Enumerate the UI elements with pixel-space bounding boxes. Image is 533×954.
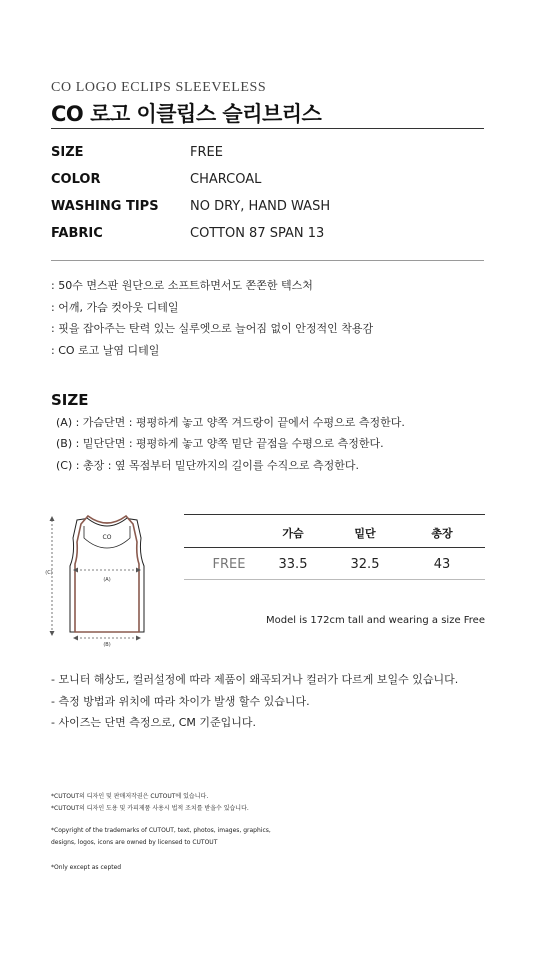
dimension-c-arrow-bottom — [50, 631, 55, 636]
spec-label-size: SIZE — [51, 145, 84, 160]
feature-item: : 어깨, 가슴 컷아웃 디테일 — [51, 301, 179, 314]
fine-print-line: *CUTOUT의 디자인 도용 및 카피제품 사용시 법적 조치를 받을수 있습니다. — [51, 805, 249, 812]
feature-item: : 핏을 잡아주는 탄력 있는 실루엣으로 늘어짐 없이 안정적인 착용감 — [51, 322, 374, 335]
spec-value-fabric: COTTON 87 SPAN 13 — [190, 226, 325, 241]
spec-value-washing: NO DRY, HAND WASH — [190, 199, 331, 214]
table-cell-chest: 33.5 — [278, 557, 308, 572]
dimension-c-arrow-top — [50, 516, 55, 521]
garment-logo: CO — [102, 534, 112, 541]
notice-item: - 모니터 해상도, 컬러설정에 따라 제품이 왜곡되거나 컬러가 다르게 보일수 있습니다. — [51, 673, 459, 686]
dimension-a-label: (A) — [103, 577, 111, 583]
table-header-chest: 가슴 — [282, 527, 304, 540]
size-desc-a: (A) : 가슴단면 : 평평하게 놓고 양쪽 겨드랑이 끝에서 수평으로 측정한다. — [56, 416, 405, 429]
english-title: CO LOGO ECLIPS SLEEVELESS — [51, 80, 267, 95]
fine-print-line: *Only except as cepted — [51, 864, 122, 871]
spec-value-color: CHARCOAL — [190, 172, 262, 187]
table-header-length: 총장 — [431, 527, 453, 540]
title-divider — [51, 128, 484, 129]
dimension-b-arrow-left — [73, 636, 78, 641]
fine-print-line: *CUTOUT의 디자인 및 판매저작권은 CUTOUT에 있습니다. — [51, 793, 209, 800]
notice-item: - 사이즈는 단면 측정으로, CM 기준입니다. — [51, 716, 257, 729]
korean-title: CO 로고 이클립스 슬리브리스 — [51, 102, 322, 126]
size-desc-c: (C) : 총장 : 옆 목점부터 밑단까지의 길이를 수직으로 측정한다. — [56, 459, 360, 472]
table-row-size: FREE — [212, 557, 246, 572]
spec-value-size: FREE — [190, 145, 223, 160]
dimension-b-arrow-right — [136, 636, 141, 641]
table-header-hem: 밑단 — [354, 527, 376, 540]
spec-label-washing: WASHING TIPS — [51, 199, 159, 214]
spec-label-color: COLOR — [51, 172, 101, 187]
spec-divider — [51, 260, 484, 261]
size-desc-b: (B) : 밑단단면 : 평평하게 놓고 양쪽 밑단 끝점을 수평으로 측정한다. — [56, 437, 384, 450]
fine-print-line: designs, logos, icons are owned by licensed to CUTOUT — [51, 839, 218, 846]
table-cell-length: 43 — [433, 557, 451, 572]
size-heading: SIZE — [51, 391, 89, 409]
fine-print-line: *Copyright of the trademarks of CUTOUT, text, photos, images, graphics, — [51, 827, 271, 834]
notice-item: - 측정 방법과 위치에 따라 차이가 발생 할수 있습니다. — [51, 695, 310, 708]
garment-diagram — [40, 508, 170, 648]
model-note: Model is 172cm tall and wearing a size Free — [266, 615, 485, 626]
table-header-rule — [184, 547, 485, 548]
table-top-rule — [184, 514, 485, 515]
spec-label-fabric: FABRIC — [51, 226, 103, 241]
dimension-b-label: (B) — [103, 642, 111, 648]
table-cell-hem: 32.5 — [350, 557, 380, 572]
feature-item: : CO 로고 날염 디테일 — [51, 344, 160, 357]
dimension-c-label: (C) — [45, 570, 53, 576]
table-bottom-rule — [184, 579, 485, 580]
feature-item: : 50수 면스판 원단으로 소프트하면서도 쫀쫀한 텍스처 — [51, 279, 313, 292]
